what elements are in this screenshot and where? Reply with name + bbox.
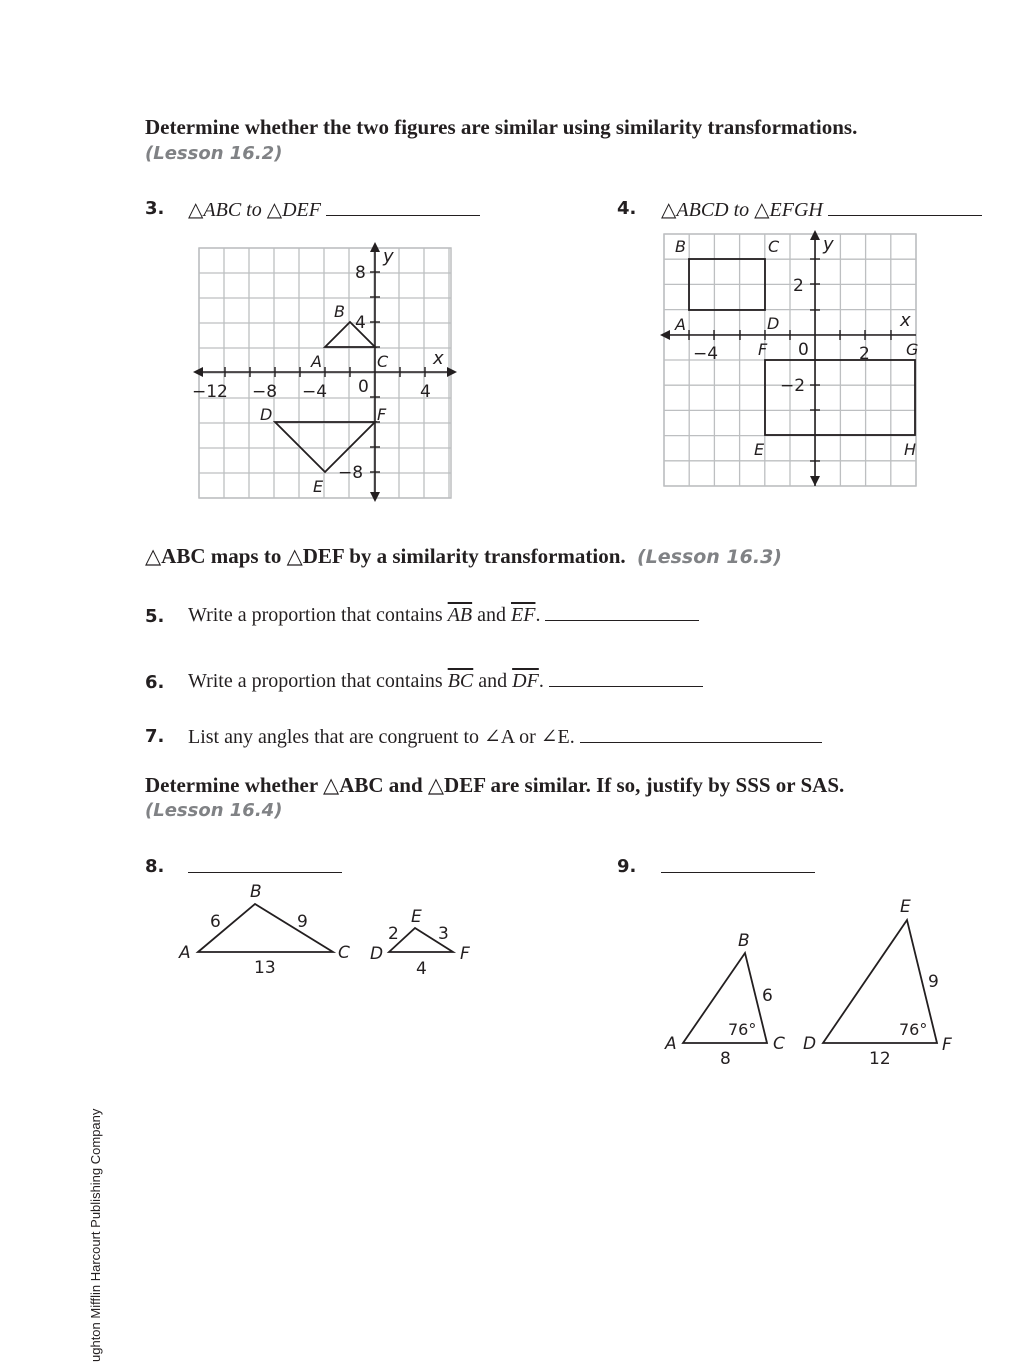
origin-label: 0 — [358, 377, 369, 397]
conjunction: and — [473, 670, 513, 692]
point-label-f: F — [758, 340, 768, 359]
vertex-label-f: F — [942, 1035, 952, 1055]
segment-bc: $\overline{BC}$ — [447, 670, 474, 692]
point-label-a: A — [311, 352, 322, 371]
triangle-abc — [325, 322, 375, 347]
question-number-6: 6. — [145, 672, 165, 693]
lesson-reference: (Lesson 16.2) — [145, 143, 283, 164]
vertex-label-c: C — [773, 1034, 785, 1054]
x-tick-label: 2 — [859, 344, 870, 364]
side-length-bc: 6 — [762, 986, 773, 1006]
answer-blank-8[interactable] — [188, 871, 342, 873]
y-tick-label: 8 — [355, 263, 366, 283]
period: . — [535, 604, 541, 626]
x-tick-label: −8 — [252, 382, 278, 402]
point-label-e: E — [313, 477, 324, 496]
question-6-prompt: Write a proportion that contains — [188, 670, 448, 692]
y-tick-label: −2 — [780, 376, 806, 396]
point-label-g: G — [906, 340, 919, 359]
point-label-a: A — [675, 315, 686, 334]
y-axis-label: y — [823, 234, 834, 255]
vertex-label-d: D — [370, 944, 384, 964]
answer-blank-6[interactable] — [549, 685, 703, 687]
section-heading-sss-sas: Determine whether △ABC and △DEF are similar. If so, justify by SSS or SAS. — [145, 773, 845, 797]
point-label-e: E — [754, 440, 765, 459]
section-heading-similarity-transformations: Determine whether the two figures are similar using similarity transformations. — [145, 115, 858, 139]
side-length-bc: 9 — [297, 912, 308, 932]
vertex-label-a: A — [665, 1034, 677, 1054]
x-axis-label: x — [433, 348, 444, 369]
section-2-heading-text: △ABC maps to △DEF by a similarity transformation. — [145, 544, 626, 568]
question-number-5: 5. — [145, 606, 165, 627]
answer-blank-9[interactable] — [661, 871, 815, 873]
vertex-label-b: B — [738, 931, 750, 951]
conjunction: and — [472, 604, 512, 626]
x-tick-label: 4 — [420, 382, 431, 402]
coordinate-graph-q4 — [658, 228, 924, 490]
point-label-b: B — [334, 302, 345, 321]
side-length-df: 12 — [869, 1049, 891, 1069]
side-length-ab: 6 — [210, 912, 221, 932]
point-label-d: D — [767, 314, 780, 333]
x-axis-label: x — [900, 310, 911, 331]
question-5-text — [188, 604, 699, 627]
question-6-text — [188, 670, 703, 693]
vertex-label-e: E — [900, 897, 911, 917]
question-3-text — [188, 197, 480, 222]
question-7-prompt: List any angles that are congruent to ∠A or ∠E. — [188, 726, 575, 748]
point-label-b: B — [675, 237, 686, 256]
point-label-c: C — [377, 352, 389, 371]
answer-blank-4[interactable] — [828, 214, 982, 216]
lesson-reference: (Lesson 16.3) — [636, 546, 782, 568]
coordinate-graph-q3 — [190, 240, 460, 505]
question-4-text — [661, 197, 982, 222]
triangles-q9 — [655, 890, 965, 1070]
side-length-ac: 8 — [720, 1049, 731, 1069]
x-tick-label: −4 — [302, 382, 328, 402]
question-number-9: 9. — [617, 856, 637, 877]
x-tick-label: −12 — [192, 382, 228, 402]
vertex-label-f: F — [460, 944, 470, 964]
origin-label: 0 — [798, 340, 809, 360]
question-4-label: △ABCD to △EFGH — [661, 199, 823, 221]
segment-df: $\overline{DF}$ — [512, 670, 539, 692]
vertex-label-c: C — [338, 943, 350, 963]
angle-label-c: 76° — [728, 1020, 757, 1039]
y-tick-label: −8 — [338, 463, 364, 483]
point-label-h: H — [904, 440, 917, 459]
question-number-8: 8. — [145, 856, 165, 877]
answer-blank-3[interactable] — [326, 214, 480, 216]
x-tick-label: −4 — [693, 344, 719, 364]
y-tick-label: 4 — [355, 313, 366, 333]
side-length-ac: 13 — [254, 958, 276, 978]
side-length-ef: 9 — [928, 972, 939, 992]
y-axis-label: y — [383, 246, 394, 267]
side-length-de: 2 — [388, 924, 399, 944]
vertex-label-b: B — [250, 882, 262, 902]
triangles-q8 — [170, 875, 490, 985]
point-label-d: D — [260, 405, 273, 424]
side-length-ef: 3 — [438, 924, 449, 944]
lesson-reference: (Lesson 16.4) — [145, 800, 283, 821]
side-length-df: 4 — [416, 959, 427, 979]
question-3-label: △ABC to △DEF — [188, 199, 321, 221]
vertex-label-d: D — [803, 1034, 817, 1054]
segment-ef: $\overline{EF}$ — [511, 604, 536, 626]
vertex-label-a: A — [179, 943, 191, 963]
question-5-prompt: Write a proportion that contains — [188, 604, 448, 626]
segment-ab: $\overline{AB}$ — [447, 604, 473, 626]
question-number-4: 4. — [617, 198, 637, 219]
y-tick-label: 2 — [793, 276, 804, 296]
question-7-text — [188, 724, 822, 749]
answer-blank-5[interactable] — [545, 619, 699, 621]
section-heading-similarity-mapping — [145, 543, 782, 569]
point-label-c: C — [768, 237, 780, 256]
point-label-f: F — [377, 405, 387, 424]
answer-blank-7[interactable] — [580, 741, 822, 743]
publisher-credit: ughton Mifflin Harcourt Publishing Company — [88, 1108, 103, 1362]
period: . — [538, 670, 544, 692]
question-number-7: 7. — [145, 726, 165, 747]
question-number-3: 3. — [145, 198, 165, 219]
angle-label-f: 76° — [899, 1020, 928, 1039]
vertex-label-e: E — [411, 907, 422, 927]
